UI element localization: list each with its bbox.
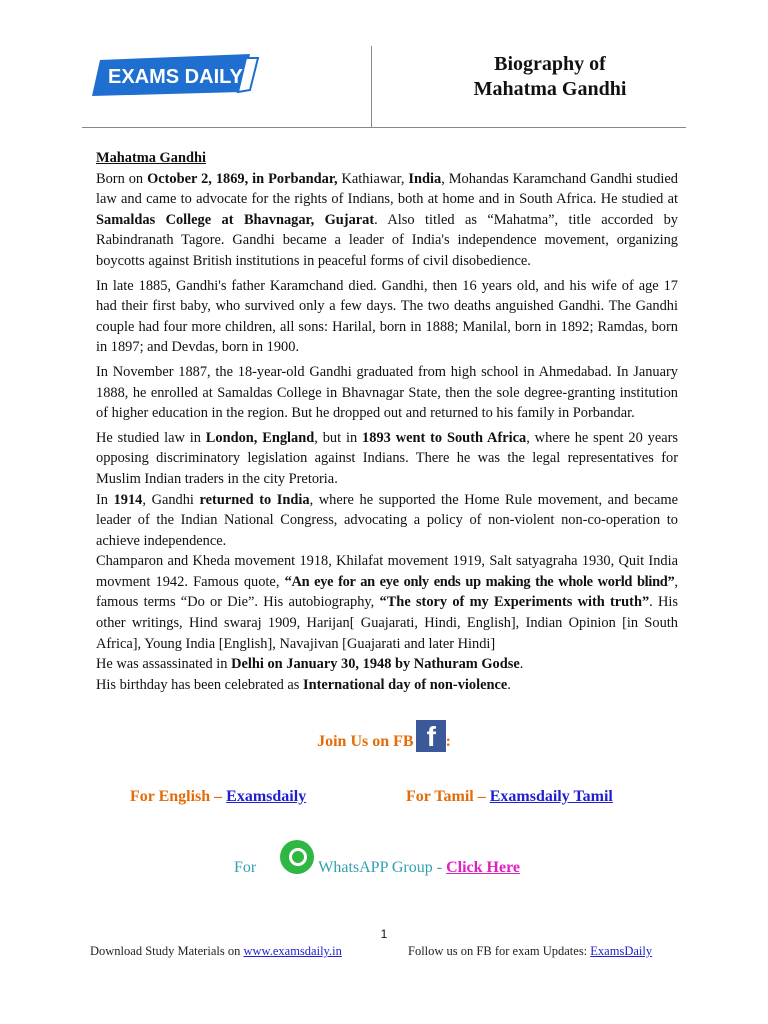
bold-text: India bbox=[408, 170, 442, 187]
english-link-row bbox=[130, 788, 306, 806]
join-fb-colon: : bbox=[445, 733, 451, 750]
text: , famous terms “Do or Die”. His autobiography, bbox=[96, 573, 678, 611]
text: Champaron and Kheda movement 1918, Khilafat movement 1919, Salt satyagraha 1930, Quit India movment 1942. Famous quote, bbox=[96, 553, 678, 590]
biography-content bbox=[96, 148, 678, 695]
bold-text: Samaldas College at Bhavnagar, Gujarat bbox=[96, 211, 375, 228]
footer-right-text: Follow us on FB for exam Updates: bbox=[408, 944, 591, 958]
whatsapp-row bbox=[234, 840, 520, 877]
text: . His other writings, Hind swaraj 1909, Harijan[ Guajarati, Hindi, English], Indian Opinion [in South Africa], Young India [English], Navajivan [Guajarati and later Hindi] bbox=[96, 594, 678, 652]
title-line-1: Biography of bbox=[494, 53, 606, 75]
bold-text: International day of non-violence bbox=[303, 676, 508, 693]
text: . Also titled as “Mahatma”, title accorded by Rabindranath Tagore. Gandhi became a leader of India's independence movement, organizing boycotts against British institutions in peaceful forms of civil disobedience. bbox=[96, 211, 678, 269]
examsdaily-tamil-link[interactable]: Examsdaily Tamil bbox=[489, 788, 613, 805]
text: In bbox=[96, 491, 114, 508]
page-header bbox=[0, 0, 768, 130]
paragraph-south-africa bbox=[96, 428, 678, 490]
text: , Gandhi bbox=[142, 491, 200, 508]
header-divider-horizontal bbox=[82, 127, 686, 128]
text: He studied law in bbox=[96, 429, 206, 446]
paragraph-birthday bbox=[96, 675, 678, 696]
facebook-icon[interactable] bbox=[416, 720, 446, 752]
join-fb-text: Join Us on FB bbox=[317, 733, 414, 750]
footer-left bbox=[90, 944, 342, 959]
examsdaily-site-link[interactable]: www.examsdaily.in bbox=[243, 944, 342, 958]
paragraph-return-india bbox=[96, 490, 678, 552]
bold-text: October 2, 1869, in Porbandar, bbox=[147, 170, 338, 187]
bold-text: 1893 went to South Africa bbox=[362, 429, 527, 446]
bold-text: returned to India bbox=[199, 491, 310, 508]
paragraph-family: In late 1885, Gandhi's father Karamchand died. Gandhi, then 16 years old, and his wife of age 17 had their first baby, who survived only a few days. The two deaths anguished Gandhi. The Gandhi couple had four more children, all sons: Harilal, born in 1888; Manilal, born in 1892; Ramdas, born in 1897; and Devdas, born in 1900. bbox=[96, 277, 678, 356]
bold-text: Delhi on January 30, 1948 by Nathuram Godse bbox=[231, 656, 520, 673]
text: , where he supported the Home Rule movement, and became leader of the Indian National Congress, advocating a policy of non-violent non-co-operation to achieve independence. bbox=[96, 491, 678, 549]
text: , Mohandas Karamchand Gandhi studied law and came to advocate for the rights of Indians, both at home and in South Africa. He studied at bbox=[96, 170, 678, 208]
text: His birthday has been celebrated as bbox=[96, 676, 303, 693]
examsdaily-english-link[interactable]: Examsdaily bbox=[226, 788, 307, 805]
paragraph-assassination bbox=[96, 654, 678, 675]
page-title bbox=[372, 52, 728, 102]
footer-right bbox=[408, 944, 652, 959]
whatsapp-icon[interactable] bbox=[280, 840, 314, 874]
text: , but in bbox=[314, 429, 363, 446]
whatsapp-click-here-link[interactable]: Click Here bbox=[446, 859, 520, 876]
page-number: 1 bbox=[380, 927, 388, 941]
text: . bbox=[507, 676, 511, 693]
bold-text: “The story of my Experiments with truth” bbox=[379, 594, 650, 611]
text: . bbox=[519, 656, 524, 673]
tamil-link-row bbox=[406, 788, 613, 806]
paragraph-movements bbox=[96, 551, 678, 654]
examsdaily-fb-link[interactable]: ExamsDaily bbox=[590, 944, 653, 958]
english-label: For English – bbox=[130, 788, 227, 805]
footer-left-text: Download Study Materials on bbox=[90, 944, 244, 958]
bold-text: “An eye for an eye only ends up making the whole world blind” bbox=[284, 573, 675, 590]
text: , where he spent 20 years opposing discriminatory legislation against Indians. There he was the legal representatives for Muslim Indian traders in the city Pretoria. bbox=[96, 429, 679, 487]
join-fb-line bbox=[0, 720, 768, 752]
whatsapp-for: For bbox=[234, 859, 257, 876]
whatsapp-label: WhatsAPP Group - bbox=[318, 859, 447, 876]
paragraph-birth bbox=[96, 169, 678, 272]
paragraph-education: In November 1887, the 18-year-old Gandhi graduated from high school in Ahmedabad. In January 1888, he enrolled at Samaldas College in Bhavnagar State, then the sole degree-granting institution of higher education in the region. But he dropped out and returned to his family in Porbandar. bbox=[96, 363, 678, 422]
text: He was assassinated in bbox=[96, 656, 232, 673]
logo-text: EXAMS DAILY bbox=[108, 66, 243, 88]
text: Born on bbox=[96, 170, 148, 187]
facebook-glyph: f bbox=[426, 721, 436, 752]
bold-text: London, England bbox=[205, 429, 315, 446]
section-heading: Mahatma Gandhi bbox=[96, 150, 206, 166]
tamil-label: For Tamil – bbox=[406, 788, 490, 805]
title-line-2: Mahatma Gandhi bbox=[473, 78, 627, 100]
bold-text: 1914 bbox=[113, 491, 143, 508]
text: Kathiawar, bbox=[337, 170, 409, 187]
exams-daily-logo bbox=[92, 52, 260, 98]
